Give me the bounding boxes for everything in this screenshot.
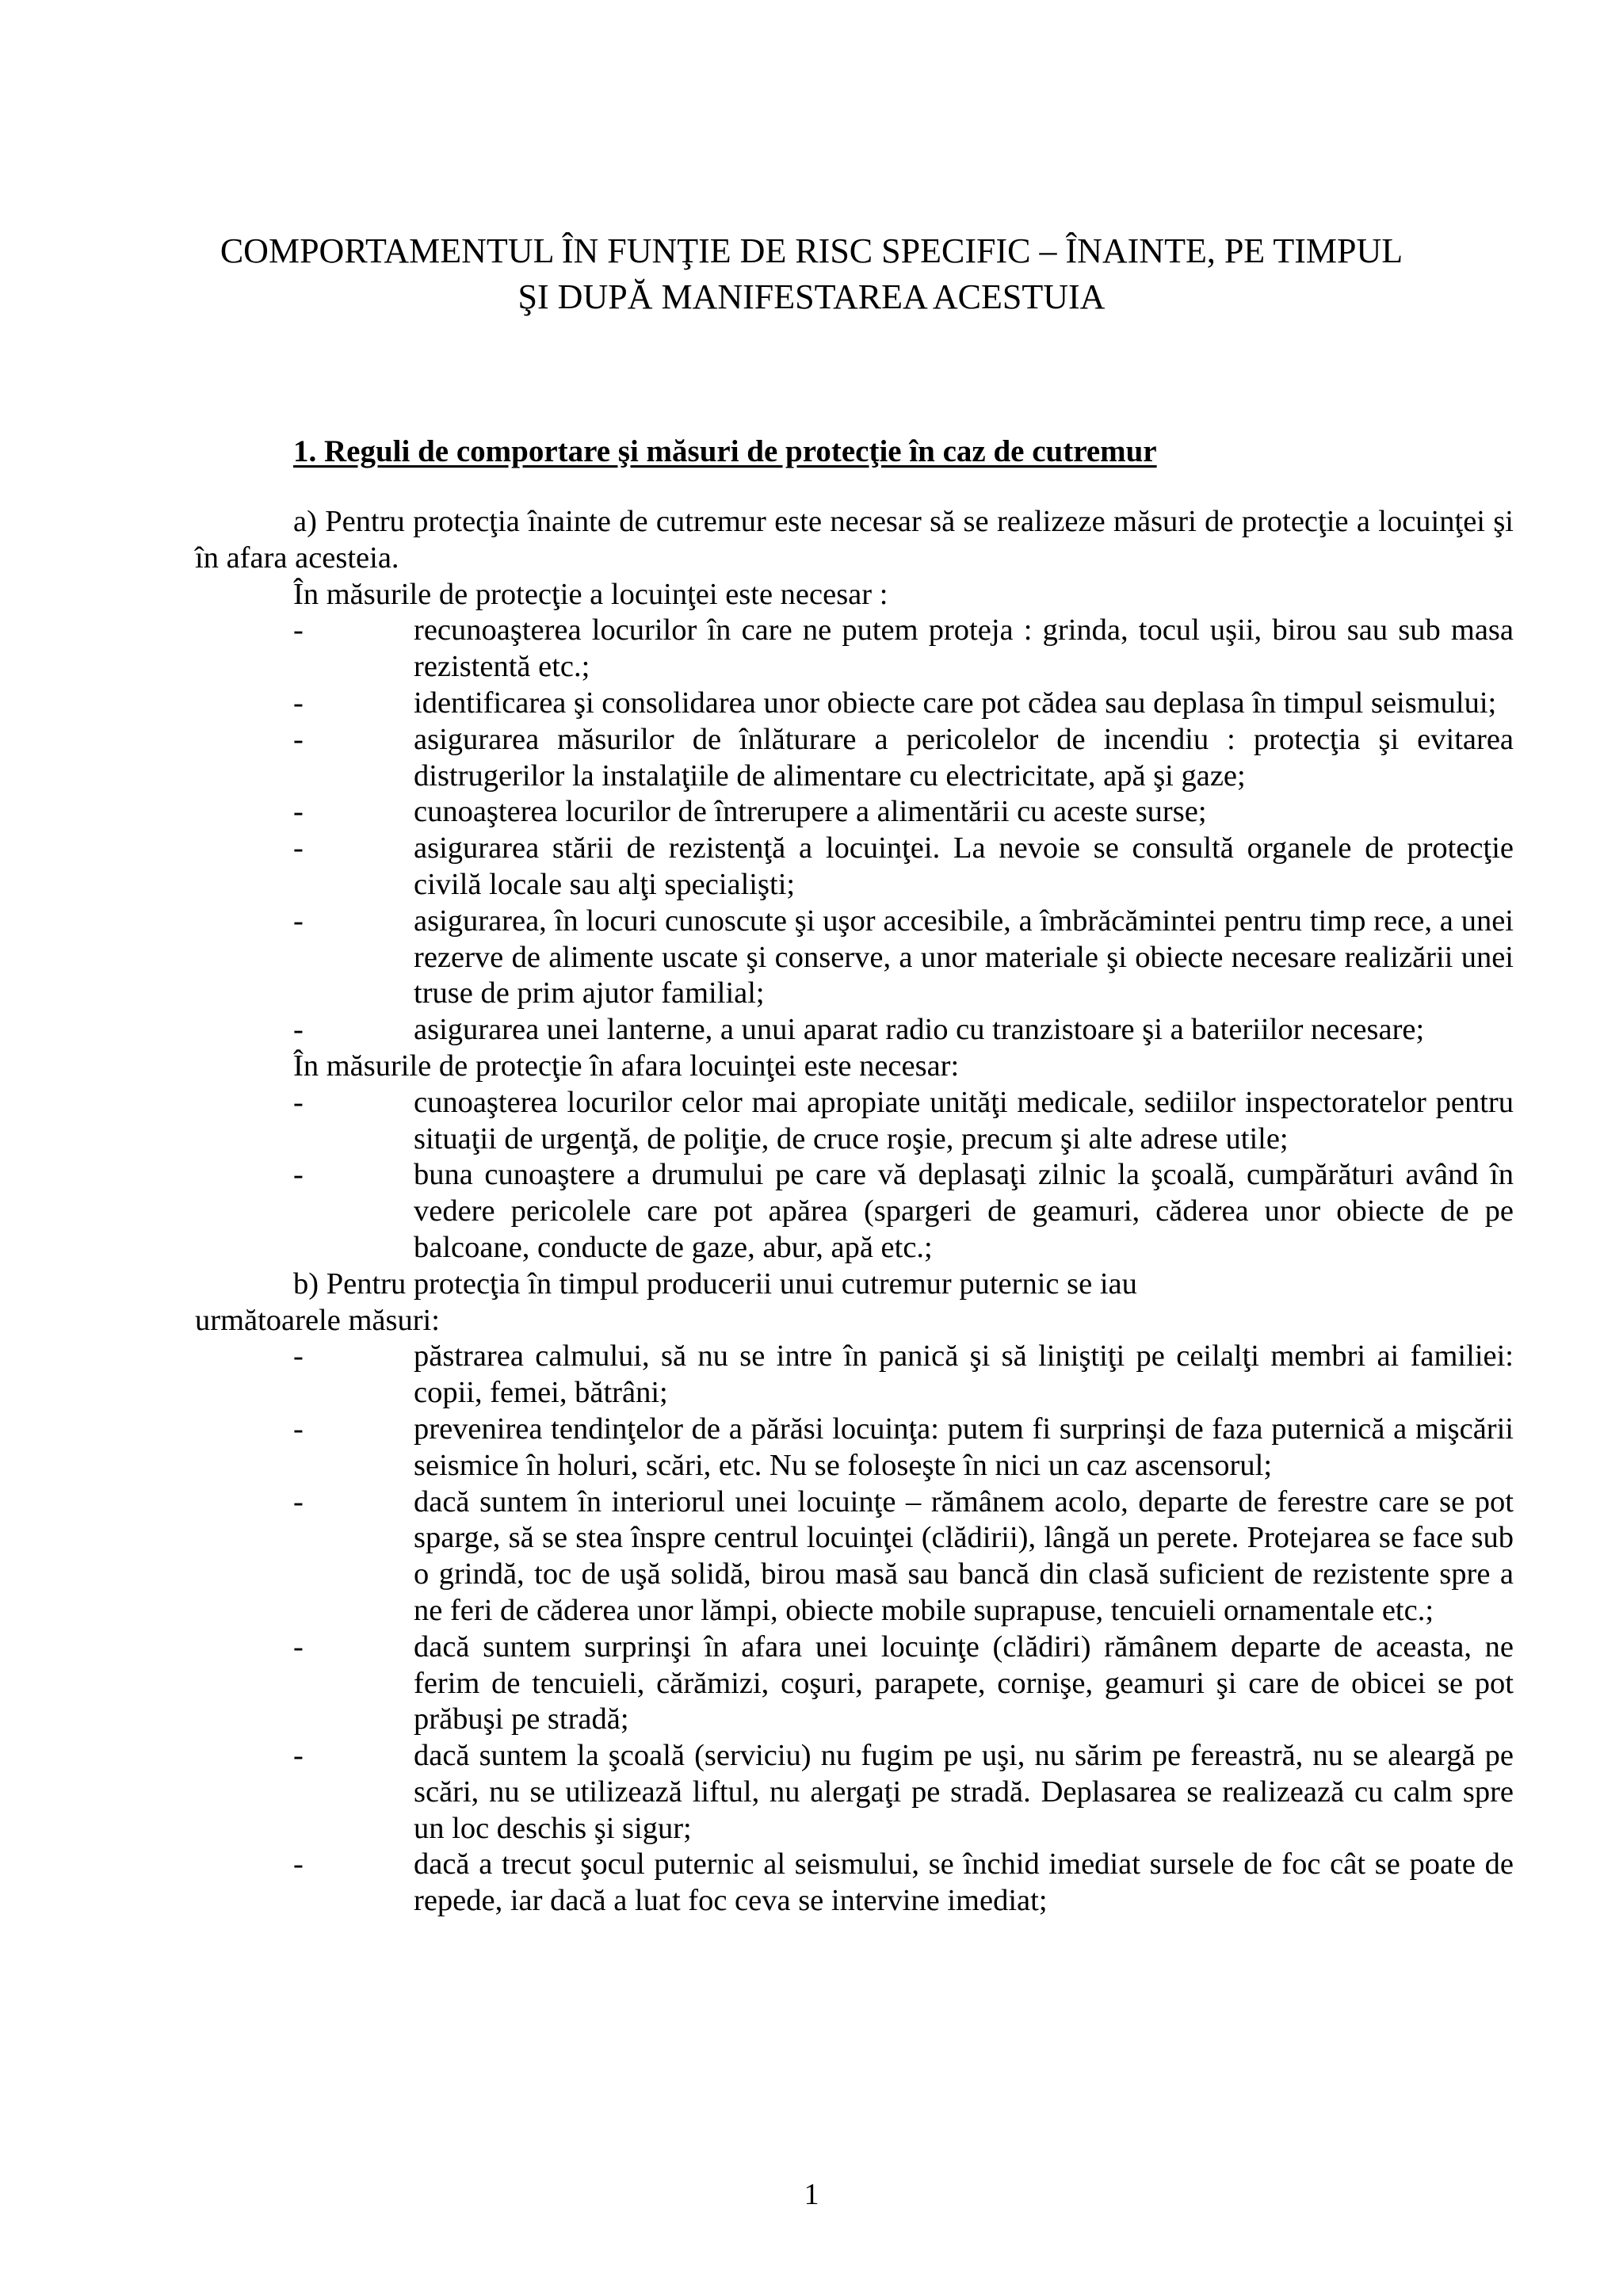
title-line-2: ŞI DUPĂ MANIFESTAREA ACESTUIA [517, 277, 1106, 316]
list-bullet: - [293, 1739, 304, 1773]
list-item [195, 1484, 1514, 1629]
list-item [195, 1629, 1514, 1738]
list-item-text: asigurarea stării de rezistenţă a locuinţei. La nevoie se consultă organele de protecţie civilă locale sau alţi specialişti; [414, 831, 1514, 901]
section-heading: 1. Reguli de comportare şi măsuri de protecţie în caz de cutremur [293, 434, 1157, 468]
paragraph-a: a) Pentru protecţia înainte de cutremur este necesar să se realizeze măsuri de protecţie a locuinţei şi în afara acesteia. [195, 505, 1514, 575]
list-bullet: - [293, 1629, 304, 1664]
list-bullet: - [293, 1484, 304, 1519]
list-item [195, 722, 1514, 795]
list-item-text: recunoaşterea locurilor în care ne putem proteja : grinda, tocul uşii, birou sau sub masa rezistentă etc.; [414, 613, 1514, 684]
list-item [195, 1339, 1514, 1412]
page-number: 1 [804, 2178, 819, 2211]
list-item-text: identificarea şi consolidarea unor obiecte care pot cădea sau deplasa în timpul seismului; [414, 686, 1497, 720]
list-item-text: păstrarea calmului, să nu se intre în panică şi să liniştiţi pe ceilalţi membri ai familiei: copii, femei, bătrâni; [414, 1339, 1514, 1410]
list-bullet: - [293, 904, 304, 938]
list-item-text: buna cunoaştere a drumului pe care vă deplasaţi zilnic la şcoală, cumpărături având în vedere pericolele care pot apărea (spargeri de geamuri, căderea unor obiecte de pe balcoane, conducte de gaze, abur, apă etc.; [414, 1158, 1514, 1264]
list-outside-measures [195, 1085, 1514, 1266]
list-item [195, 1157, 1514, 1266]
list-item [195, 1847, 1514, 1920]
intro-home-measures: În măsurile de protecţie a locuinţei este necesar : [293, 577, 888, 611]
list-bullet: - [293, 1847, 304, 1881]
list-item-text: cunoaşterea locurilor de întrerupere a alimentării cu aceste surse; [414, 795, 1207, 829]
list-item [195, 613, 1514, 686]
list-bullet: - [293, 1412, 304, 1446]
list-during-measures [195, 1339, 1514, 1920]
list-bullet: - [293, 1339, 304, 1373]
list-item-text: dacă suntem la şcoală (serviciu) nu fugim pe uşi, nu sărim pe fereastră, nu se aleargă pe scări, nu se utilizează liftul, nu alergaţi pe stradă. Deplasarea se realizează cu calm spre un loc deschis şi sigur; [414, 1739, 1514, 1845]
paragraph-b-line-2: următoarele măsuri: [195, 1303, 440, 1337]
list-item-text: cunoaşterea locurilor celor mai apropiate unităţi medicale, sediilor inspectoratelor pentru situaţii de urgenţă, de poliţie, de cruce roşie, precum şi alte adrese utile; [414, 1085, 1514, 1156]
intro-outside-measures: În măsurile de protecţie în afara locuinţei este necesar: [293, 1049, 960, 1083]
list-item-text: asigurarea unei lanterne, a unui aparat radio cu tranzistoare şi a bateriilor necesare; [414, 1013, 1425, 1047]
list-bullet: - [293, 1013, 304, 1047]
list-item-text: dacă suntem în interiorul unei locuinţe – rămânem acolo, departe de ferestre care se pot sparge, să se stea înspre centrul locuinţei (clădirii), lângă un perete. Protejarea se face sub o grindă, toc de uşă solidă, birou masă sau bancă din clasă suficient de rezistente spre a ne feri de căderea unor lămpi, obiecte mobile suprapuse, tencuieli ornamentale etc.; [414, 1484, 1514, 1627]
list-bullet: - [293, 1158, 304, 1192]
list-item [195, 1085, 1514, 1158]
list-item [195, 1738, 1514, 1847]
document-body [195, 504, 1514, 1920]
list-item-text: dacă a trecut şocul puternic al seismului, se închid imediat sursele de foc cât se poate de repede, iar dacă a luat foc ceva se intervine imediat; [414, 1847, 1514, 1918]
title-line-1: COMPORTAMENTUL ÎN FUNŢIE DE RISC SPECIFIC – ÎNAINTE, PE TIMPUL [220, 231, 1403, 270]
list-item [195, 904, 1514, 1012]
list-item-text: dacă suntem surprinşi în afara unei locuinţe (clădiri) rămânem departe de aceasta, ne ferim de tencuieli, cărămizi, coşuri, parapete, cornişe, geamuri şi care de obicei se pot prăbuşi pe stradă; [414, 1629, 1514, 1736]
list-bullet: - [293, 1085, 304, 1119]
list-item [195, 1012, 1514, 1049]
list-bullet: - [293, 831, 304, 865]
list-bullet: - [293, 795, 304, 829]
list-bullet: - [293, 686, 304, 720]
list-item [195, 794, 1514, 831]
list-item [195, 686, 1514, 722]
list-item [195, 1412, 1514, 1484]
list-item-text: asigurarea măsurilor de înlăturare a pericolelor de incendiu : protecţia şi evitarea distrugerilor la instalaţiile de alimentare cu electricitate, apă şi gaze; [414, 722, 1514, 793]
list-bullet: - [293, 613, 304, 648]
list-item-text: prevenirea tendinţelor de a părăsi locuinţa: putem fi surprinşi de faza puternică a mişcării seismice în holuri, scări, etc. Nu se foloseşte în nici un caz ascensorul; [414, 1412, 1514, 1482]
paragraph-b-line-1: b) Pentru protecţia în timpul producerii unui cutremur puternic se iau [293, 1266, 1137, 1301]
list-item [195, 831, 1514, 904]
list-bullet: - [293, 722, 304, 756]
list-item-text: asigurarea, în locuri cunoscute şi uşor accesibile, a îmbrăcămintei pentru timp rece, a unei rezerve de alimente uscate şi conserve, a unor materiale şi obiecte necesare realizării unei truse de prim ajutor familial; [414, 904, 1514, 1010]
page-title [119, 228, 1504, 320]
list-home-measures [195, 613, 1514, 1049]
